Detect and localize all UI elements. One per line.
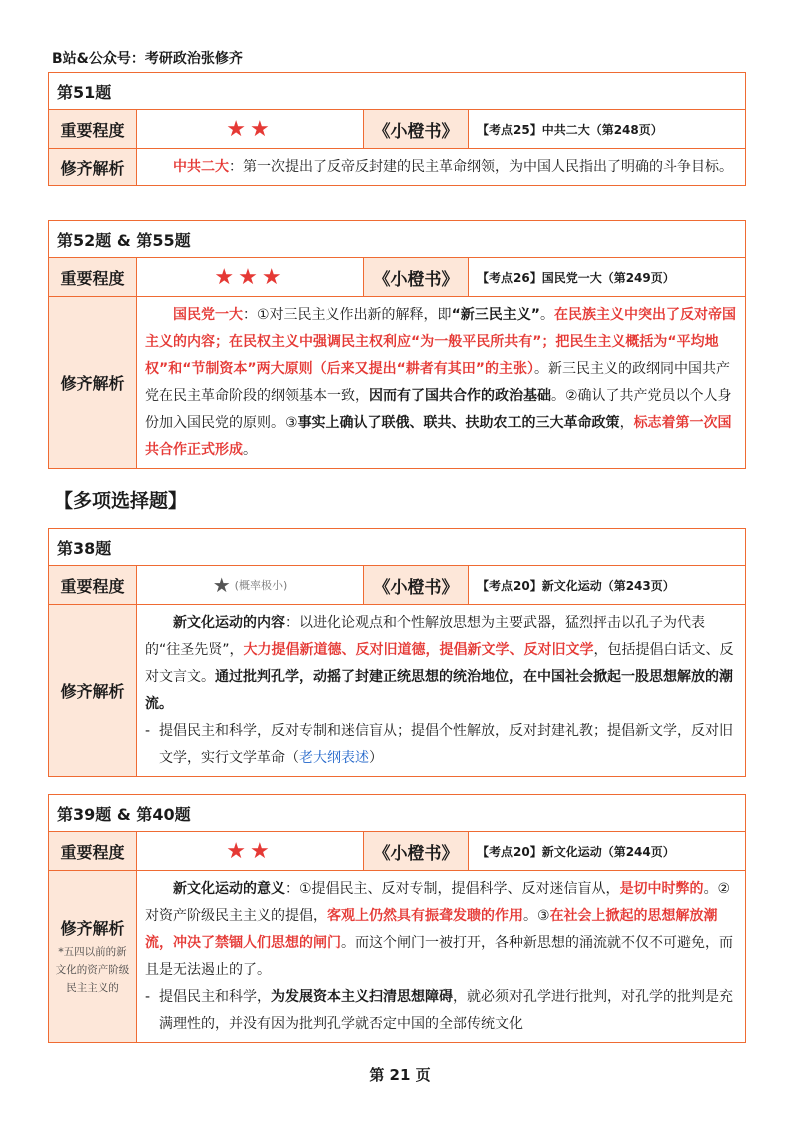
exam-point: 【考点20】新文化运动（第244页） xyxy=(477,844,675,859)
importance-label: 重要程度 xyxy=(49,110,137,148)
analysis-label: 修齐解析 xyxy=(49,297,137,468)
question-38-table xyxy=(48,528,746,777)
bullet-text xyxy=(159,984,737,1038)
question-39-40-table xyxy=(48,794,746,1043)
importance-row xyxy=(49,109,745,148)
analysis-text xyxy=(137,149,745,185)
body-text: 。 xyxy=(539,307,554,323)
bold-text: 新文化运动的内容 xyxy=(173,615,285,631)
section-title: 【多项选择题】 xyxy=(54,490,188,512)
blue-note: 老大纲表述 xyxy=(299,750,369,766)
book-label: 《小橙书》 xyxy=(364,258,469,296)
bullet-item xyxy=(145,984,737,1038)
star-icon: ★ xyxy=(212,573,231,597)
page-header: B站&公众号：考研政治张修齐 xyxy=(52,51,243,67)
question-title: 第51题 xyxy=(57,82,112,102)
question-title: 第38题 xyxy=(57,538,112,558)
highlight-text: 大力提倡新道德、反对旧道德，提倡新文学、反对旧文学 xyxy=(243,642,594,658)
importance-row xyxy=(49,565,745,604)
question-title: 第39题 & 第40题 xyxy=(57,804,191,824)
bullet-text xyxy=(159,718,737,772)
analysis-text xyxy=(137,871,745,1042)
body-text: 。而这个闸门一被打开，各种新思想的涌流就不仅不可避免，而且是无法遏止的了。 xyxy=(145,935,733,978)
body-text: ：①提倡民主、反对专制，提倡科学、反对迷信盲从， xyxy=(285,881,620,897)
importance-label: 重要程度 xyxy=(49,258,137,296)
bullet-dash: - xyxy=(145,723,151,739)
highlight-text: 中共二大 xyxy=(173,159,229,175)
exam-point: 【考点25】中共二大（第248页） xyxy=(477,122,663,137)
analysis-row xyxy=(49,296,745,468)
book-label: 《小橙书》 xyxy=(364,832,469,870)
star-rating xyxy=(137,566,364,604)
highlight-text: 是切中时弊的 xyxy=(619,881,704,897)
question-52-55-table xyxy=(48,220,746,469)
body-text: 提倡民主和科学， xyxy=(159,989,271,1005)
book-label: 《小橙书》 xyxy=(364,110,469,148)
page-number: 第 21 页 xyxy=(369,1066,431,1084)
star-rating: ★★★ xyxy=(137,258,364,296)
bold-text: 为发展资本主义扫清思想障碍 xyxy=(271,989,453,1005)
bold-text: 事实上确认了联俄、联共、扶助农工的三大革命政策 xyxy=(297,415,620,431)
analysis-text xyxy=(137,297,745,468)
bullet-dash: - xyxy=(145,989,151,1005)
body-text: ， xyxy=(619,415,634,431)
body-text: ：①对三民主义作出新的解释，即 xyxy=(243,307,452,323)
body-text: 。新三民主义的政纲同中国共产党在民主革命阶段的纲领基本一致， xyxy=(145,361,731,404)
analysis-label: 修齐解析 xyxy=(49,605,137,776)
importance-label: 重要程度 xyxy=(49,566,137,604)
question-title: 第52题 & 第55题 xyxy=(57,230,191,250)
analysis-row xyxy=(49,870,745,1042)
analysis-row xyxy=(49,604,745,776)
highlight-text: 国民党一大 xyxy=(173,307,243,323)
highlight-text: 在社会上掀起的思想解放潮流，冲决了禁锢人们思想的闸门 xyxy=(145,908,718,951)
exam-point: 【考点20】新文化运动（第243页） xyxy=(477,578,675,593)
highlight-text: 客观上仍然具有振聋发聩的作用 xyxy=(327,908,523,924)
bullet-item xyxy=(145,718,737,772)
analysis-label: 修齐解析 xyxy=(49,149,137,185)
analysis-row xyxy=(49,148,745,185)
body-text: 。②对资产阶级民主主义的提倡， xyxy=(145,881,731,924)
highlight-text: 在民族主义中突出了反对帝国主义的内容；在民权主义中强调民主权利应“为一般平民所共有”；把民生主义概括为“平均地权”和“节制资本”两大原则（后来又提出“耕者有其田”的主张） xyxy=(145,307,736,377)
bold-text: 通过批判孔学，动摇了封建正统思想的统治地位，在中国社会掀起一股思想解放的潮流。 xyxy=(145,669,733,712)
body-text: 。③ xyxy=(523,908,550,924)
importance-row xyxy=(49,831,745,870)
analysis-text xyxy=(137,605,745,776)
probability-note: (概率极小) xyxy=(234,579,288,592)
book-label: 《小橙书》 xyxy=(364,566,469,604)
star-rating: ★★ xyxy=(137,110,364,148)
body-text: ：第一次提出了反帝反封建的民主革命纲领，为中国人民指出了明确的斗争目标。 xyxy=(229,159,733,175)
body-text: 。②确认了共产党员以个人身份加入国民党的原则。③ xyxy=(145,388,732,431)
bold-text: “新三民主义” xyxy=(451,307,540,323)
body-text: ） xyxy=(369,750,383,766)
body-text: ，就必须对孔学进行批判，对孔学的批判是充满理性的，并没有因为批判孔学就否定中国的全部传统文化 xyxy=(159,989,733,1032)
body-text: 提倡民主和科学，反对专制和迷信盲从；提倡个性解放，反对封建礼教；提倡新文学，反对旧文学，实行文学革命（ xyxy=(159,723,733,766)
body-text: ：以进化论观点和个性解放思想为主要武器，猛烈抨击以孔子为代表的“往圣先贤”， xyxy=(145,615,705,658)
handwritten-note: *五四以前的新文化的资产阶级民主主义的 xyxy=(55,946,130,994)
body-text: 。 xyxy=(243,442,257,458)
star-rating: ★★ xyxy=(137,832,364,870)
bold-text: 新文化运动的意义 xyxy=(173,881,285,897)
analysis-label-text: 修齐解析 xyxy=(60,919,125,938)
importance-label: 重要程度 xyxy=(49,832,137,870)
body-text: ，包括提倡白话文、反对文言文。 xyxy=(145,642,734,685)
analysis-label xyxy=(49,871,137,1042)
bold-text: 因而有了国共合作的政治基础 xyxy=(369,388,551,404)
importance-row xyxy=(49,257,745,296)
exam-point: 【考点26】国民党一大（第249页） xyxy=(477,270,675,285)
highlight-text: 标志着第一次国共合作正式形成 xyxy=(145,415,732,458)
question-51-table xyxy=(48,72,746,186)
